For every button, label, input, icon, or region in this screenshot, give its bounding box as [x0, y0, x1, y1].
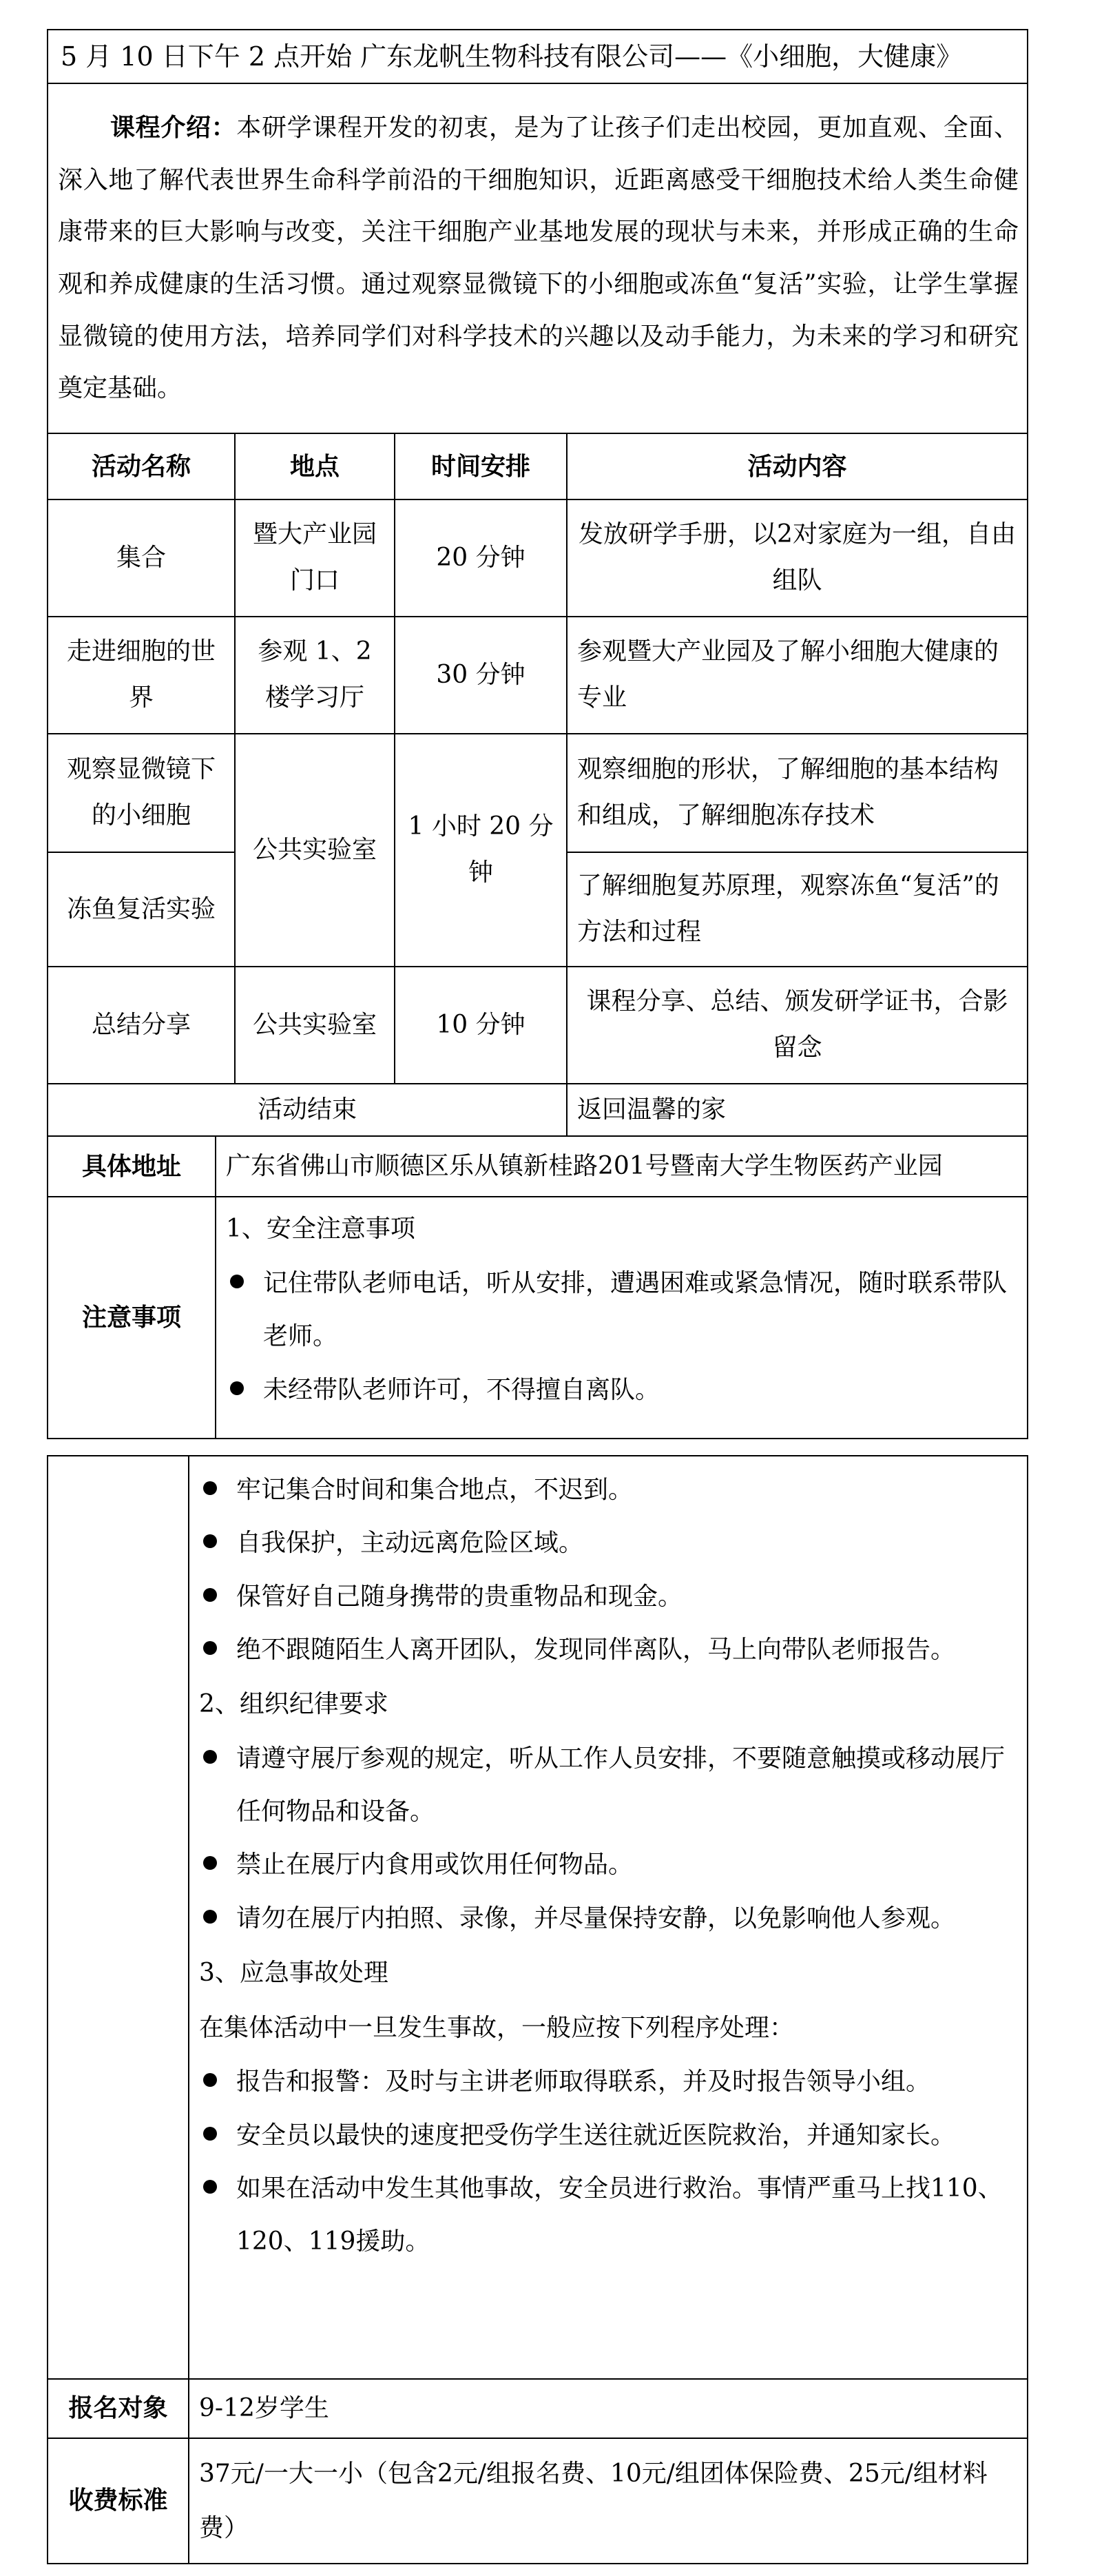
- bullet-icon: [203, 2180, 217, 2194]
- bullet-icon: [203, 1641, 217, 1655]
- list-item: 如果在活动中发生其他事故，安全员进行救治。事情严重马上找110、120、119援助。: [189, 2162, 1027, 2269]
- bullet-icon: [203, 1856, 217, 1870]
- notes-content: [216, 1197, 1028, 1439]
- bullet-icon: [203, 2073, 217, 2087]
- activity-time: 20 分钟: [395, 499, 567, 617]
- bullet-icon: [230, 1275, 244, 1288]
- activity-time: 10 分钟: [395, 967, 567, 1084]
- program-table-part2: [47, 1455, 1028, 2564]
- activity-end-content: 返回温馨的家: [567, 1084, 1028, 1136]
- header-time: 时间安排: [395, 433, 567, 499]
- activity-content: 课程分享、总结、颁发研学证书，合影留念: [567, 967, 1028, 1084]
- schedule-row: [48, 617, 1028, 734]
- bullet-icon: [230, 1381, 244, 1395]
- list-item: 记住带队老师电话，听从安排，遭遇困难或紧急情况，随时联系带队老师。: [216, 1257, 1027, 1363]
- list-item: 报告和报警：及时与主讲老师取得联系，并及时报告领导小组。: [189, 2055, 1027, 2108]
- bullet-icon: [203, 1910, 217, 1924]
- bullet-icon: [203, 1750, 217, 1764]
- notes-section-3: 3、应急事故处理: [199, 1958, 388, 1987]
- course-intro-label: 课程介绍：: [110, 113, 237, 143]
- fee-value: 37元/一大一小（包含2元/组报名费、10元/组团体保险费、25元/组材料费）: [189, 2438, 1028, 2564]
- list-item: 未经带队老师许可，不得擅自离队。: [216, 1363, 1027, 1416]
- notes-label: 注意事项: [48, 1197, 216, 1439]
- activity-location: 公共实验室: [235, 734, 395, 967]
- list-item: 请遵守展厅参观的规定，听从工作人员安排，不要随意触摸或移动展厅任何物品和设备。: [189, 1732, 1027, 1839]
- list-item: 请勿在展厅内拍照、录像，并尽量保持安静，以免影响他人参观。: [189, 1892, 1027, 1945]
- schedule-row: [48, 734, 1028, 852]
- bullet-icon: [203, 1534, 217, 1548]
- activity-content: 观察细胞的形状，了解细胞的基本结构和组成，了解细胞冻存技术: [567, 734, 1028, 852]
- activity-time: 1 小时 20 分钟: [395, 734, 567, 967]
- bullet-icon: [203, 1588, 217, 1602]
- notes-section-3-intro: 在集体活动中一旦发生事故，一般应按下列程序处理：: [199, 2013, 795, 2042]
- activity-end-label: 活动结束: [48, 1084, 567, 1136]
- fee-label: 收费标准: [48, 2438, 189, 2564]
- notes-section-2: 2、组织纪律要求: [199, 1689, 388, 1718]
- activity-content: 参观暨大产业园及了解小细胞大健康的专业: [567, 617, 1028, 734]
- activity-name: 观察显微镜下的小细胞: [48, 734, 235, 852]
- list-item: 自我保护，主动远离危险区域。: [189, 1516, 1027, 1569]
- notes-section-1: 1、安全注意事项: [226, 1214, 415, 1243]
- audience-value: 9-12岁学生: [189, 2379, 1028, 2438]
- activity-location: 公共实验室: [235, 967, 395, 1084]
- activity-content: 了解细胞复苏原理，观察冻鱼“复活”的方法和过程: [567, 852, 1028, 967]
- header-content: 活动内容: [567, 433, 1028, 499]
- list-item: 牢记集合时间和集合地点，不迟到。: [189, 1463, 1027, 1516]
- activity-location: 参观 1、2 楼学习厅: [235, 617, 395, 734]
- course-intro-text: 本研学课程开发的初衷，是为了让孩子们走出校园，更加直观、全面、深入地了解代表世界生命科学前沿的干细胞知识，近距离感受干细胞技术给人类生命健康带来的巨大影响与改变，关注干细胞产业基地发展的现状与未来，并形成正确的生命观和养成健康的生活习惯。通过观察显微镜下的小细胞或冻鱼“复活”实验，让学生掌握显微镜的使用方法，培养同学们对科学技术的兴趣以及动手能力，为未来的学习和研究奠定基础。: [58, 114, 1019, 403]
- list-item: 禁止在展厅内食用或饮用任何物品。: [189, 1838, 1027, 1891]
- bullet-icon: [203, 2127, 217, 2141]
- address-label: 具体地址: [48, 1136, 216, 1197]
- activity-name: 集合: [48, 499, 235, 617]
- activity-name: 总结分享: [48, 967, 235, 1084]
- header-activity-name: 活动名称: [48, 433, 235, 499]
- activity-name: 冻鱼复活实验: [48, 852, 235, 967]
- activity-name: 走进细胞的世界: [48, 617, 235, 734]
- notes-continued: [189, 1456, 1028, 2379]
- activity-location: 暨大产业园门口: [235, 499, 395, 617]
- schedule-end-row: [48, 1084, 1028, 1136]
- list-item: 绝不跟随陌生人离开团队，发现同伴离队，马上向带队老师报告。: [189, 1623, 1027, 1676]
- activity-time: 30 分钟: [395, 617, 567, 734]
- program-table-part1: [47, 29, 1028, 1439]
- list-item: 安全员以最快的速度把受伤学生送往就近医院救治，并通知家长。: [189, 2109, 1027, 2162]
- activity-content: 发放研学手册，以2对家庭为一组，自由组队: [567, 499, 1028, 617]
- audience-label: 报名对象: [48, 2379, 189, 2438]
- header-location: 地点: [235, 433, 395, 499]
- list-item: 保管好自己随身携带的贵重物品和现金。: [189, 1570, 1027, 1623]
- notes-continued-label: [48, 1456, 189, 2379]
- address-value: 广东省佛山市顺德区乐从镇新桂路201号暨南大学生物医药产业园: [216, 1136, 1028, 1197]
- schedule-row: [48, 967, 1028, 1084]
- course-intro: [48, 83, 1028, 433]
- schedule-row: [48, 499, 1028, 617]
- bullet-icon: [203, 1481, 217, 1495]
- program-title: 5 月 10 日下午 2 点开始 广东龙帆生物科技有限公司——《小细胞，大健康》: [48, 30, 1028, 83]
